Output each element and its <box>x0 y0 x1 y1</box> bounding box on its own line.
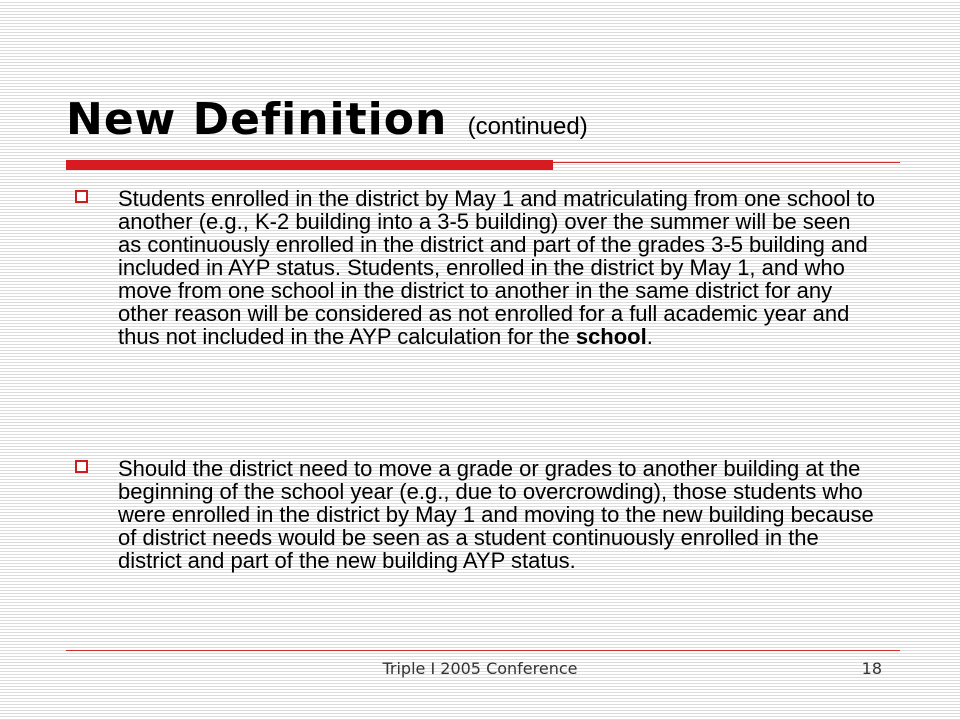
title-underline-rule <box>553 162 900 163</box>
title-underline-accent <box>66 160 553 170</box>
bullet-text <box>118 187 875 348</box>
square-bullet-icon <box>75 460 88 473</box>
slide-title-main: New Definition <box>66 94 448 145</box>
footer-rule <box>66 650 900 651</box>
page-number: 18 <box>861 659 882 678</box>
footer-text: Triple I 2005 Conference <box>382 659 578 678</box>
bullet-text-emphasis: school <box>575 324 647 349</box>
bullet-item <box>75 457 875 572</box>
slide-title-suffix: (continued) <box>467 113 588 140</box>
square-bullet-icon <box>75 190 88 203</box>
bullet-item <box>75 187 875 348</box>
bullet-text: Should the district need to move a grade or grades to another building at the beginning of the school year (e.g., due to overcrowding), those students who were enrolled in the district by May 1 and moving to the new building because of district needs would be seen as a student continuously enrolled in the district and part of the new building AYP status. <box>118 456 874 573</box>
slide-title <box>66 94 588 145</box>
bullet-text-end: . <box>646 324 653 349</box>
bullet-text-main: Students enrolled in the district by May 1 and matriculating from one school to another (e.g., K-2 building into a 3-5 building) over the summer will be seen as continuously enrolled in the district and part of the grades 3-5 building and included in AYP status. Students, enrolled in the district by May 1, and who move from one school in the district to another in the same district for any other reason will be considered as not enrolled for a full academic year and thus not included in the AYP calculation for the <box>118 186 875 349</box>
